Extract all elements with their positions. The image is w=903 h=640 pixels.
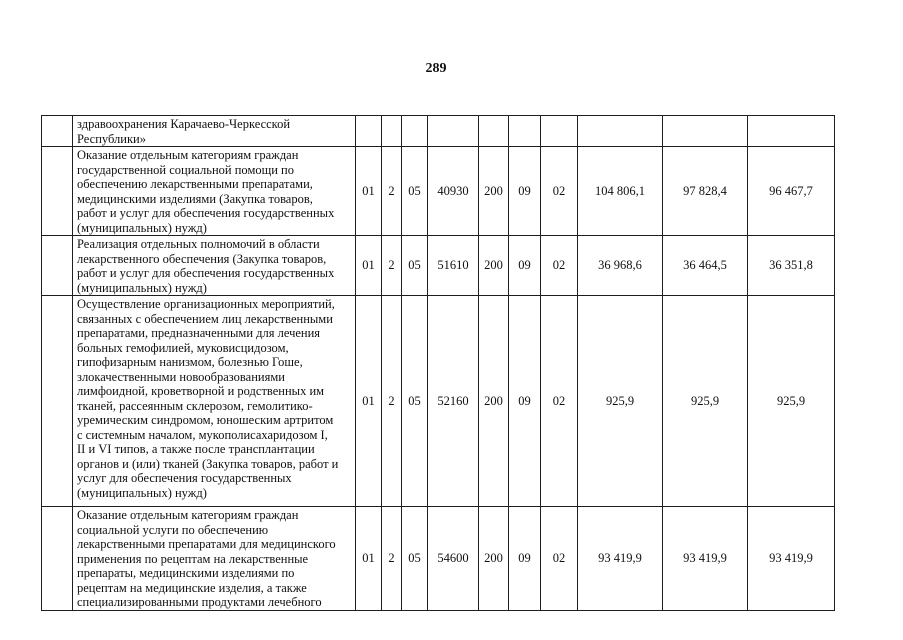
amount-cell <box>748 116 835 147</box>
code-cell: 2 <box>382 507 402 611</box>
amount-cell: 925,9 <box>748 296 835 507</box>
code-cell: 09 <box>509 236 541 296</box>
code-cell: 02 <box>541 147 578 236</box>
description-line: работ и услуг для обеспечения государственных <box>77 266 335 280</box>
budget-table <box>41 115 835 611</box>
description-line: препаратами, предназначенными для лечения <box>77 326 321 340</box>
code-cell <box>402 116 428 147</box>
code-cell: 09 <box>509 507 541 611</box>
description-line: злокачественными новообразованиями <box>77 369 285 384</box>
table-row <box>42 296 835 507</box>
code-cell: 02 <box>541 296 578 507</box>
code-cell <box>428 116 479 147</box>
page-number: 289 <box>425 61 447 76</box>
index-cell <box>42 116 73 147</box>
index-cell <box>42 296 73 507</box>
table-body <box>42 116 835 611</box>
amount-cell: 96 467,7 <box>748 147 835 236</box>
code-cell: 200 <box>479 296 509 507</box>
description-line: связанных с обеспечением лиц лекарственными <box>77 311 333 326</box>
code-cell: 52160 <box>428 296 479 507</box>
amount-cell <box>663 116 748 147</box>
description-line: лекарственного обеспечения (Закупка товаров, <box>77 251 327 266</box>
description-cell <box>73 236 356 296</box>
code-cell: 54600 <box>428 507 479 611</box>
description-line: лекарственными препаратами для медицинского <box>77 537 336 551</box>
description-line: Осуществление организационных мероприятий, <box>77 297 335 311</box>
description-line: гипофизарным нанизмом, болезнью Гоше, <box>77 355 303 369</box>
code-cell: 01 <box>356 296 382 507</box>
description-line: Республики» <box>77 131 146 146</box>
description-line: здравоохранения Карачаево-Черкесской <box>77 117 291 131</box>
amount-cell <box>578 116 663 147</box>
description-line: органов и (или) тканей (Закупка товаров, работ и <box>77 456 339 471</box>
code-cell: 51610 <box>428 236 479 296</box>
description-line: услуг для обеспечения государственных <box>77 471 292 485</box>
code-cell: 05 <box>402 236 428 296</box>
code-cell: 09 <box>509 296 541 507</box>
code-cell <box>479 116 509 147</box>
amount-cell: 104 806,1 <box>578 147 663 236</box>
amount-cell: 36 351,8 <box>748 236 835 296</box>
description-line: (муниципальных) нужд) <box>77 220 207 235</box>
description-cell <box>73 116 356 147</box>
description-line: социальной услуги по обеспечению <box>77 522 269 537</box>
index-cell <box>42 147 73 236</box>
code-cell: 200 <box>479 507 509 611</box>
code-cell: 40930 <box>428 147 479 236</box>
amount-cell: 93 419,9 <box>663 507 748 611</box>
amount-cell: 97 828,4 <box>663 147 748 236</box>
description-line: специализированными продуктами лечебного <box>77 595 322 609</box>
description-line: препараты, медицинскими изделиями по <box>77 566 295 580</box>
description-line: лимфоидной, кроветворной и родственных им <box>77 384 325 398</box>
description-line: рецептам на медицинские изделия, а также <box>77 580 307 595</box>
description-cell <box>73 147 356 236</box>
code-cell: 2 <box>382 296 402 507</box>
description-cell <box>73 296 356 507</box>
code-cell: 02 <box>541 236 578 296</box>
code-cell <box>541 116 578 147</box>
amount-cell: 93 419,9 <box>748 507 835 611</box>
description-line: государственной социальной помощи по <box>77 162 294 177</box>
code-cell <box>509 116 541 147</box>
table-row <box>42 147 835 236</box>
description-line: уремическим синдромом, юношеским артритом <box>77 413 334 427</box>
description-line: II и VI типов, а также после трансплантации <box>77 442 315 456</box>
code-cell: 2 <box>382 147 402 236</box>
code-cell: 05 <box>402 296 428 507</box>
index-cell <box>42 507 73 611</box>
description-line: Оказание отдельным категориям граждан <box>77 148 299 162</box>
code-cell: 01 <box>356 236 382 296</box>
amount-cell: 925,9 <box>578 296 663 507</box>
description-line: обеспечению лекарственными препаратами, <box>77 177 313 191</box>
code-cell <box>382 116 402 147</box>
table-row <box>42 116 835 147</box>
amount-cell: 925,9 <box>663 296 748 507</box>
description-line: тканей, рассеянным склерозом, гемолитико- <box>77 398 313 413</box>
description-line: (муниципальных) нужд) <box>77 485 207 500</box>
code-cell: 02 <box>541 507 578 611</box>
description-cell <box>73 507 356 611</box>
description-line: применения по рецептам на лекарственные <box>77 551 309 566</box>
description-line: с системным началом, мукополисахаридозом I, <box>77 427 328 442</box>
code-cell: 01 <box>356 507 382 611</box>
code-cell <box>356 116 382 147</box>
description-line: медицинскими изделиями (Закупка товаров, <box>77 191 313 206</box>
code-cell: 05 <box>402 147 428 236</box>
amount-cell: 36 464,5 <box>663 236 748 296</box>
code-cell: 200 <box>479 147 509 236</box>
code-cell: 200 <box>479 236 509 296</box>
code-cell: 05 <box>402 507 428 611</box>
table-row <box>42 507 835 611</box>
description-line: Оказание отдельным категориям граждан <box>77 508 299 522</box>
amount-cell: 36 968,6 <box>578 236 663 296</box>
code-cell: 09 <box>509 147 541 236</box>
index-cell <box>42 236 73 296</box>
code-cell: 2 <box>382 236 402 296</box>
table-row <box>42 236 835 296</box>
description-line: работ и услуг для обеспечения государственных <box>77 206 335 220</box>
description-line: больных гемофилией, муковисцидозом, <box>77 340 289 355</box>
description-line: Реализация отдельных полномочий в области <box>77 237 320 251</box>
description-line: (муниципальных) нужд) <box>77 280 207 295</box>
amount-cell: 93 419,9 <box>578 507 663 611</box>
code-cell: 01 <box>356 147 382 236</box>
